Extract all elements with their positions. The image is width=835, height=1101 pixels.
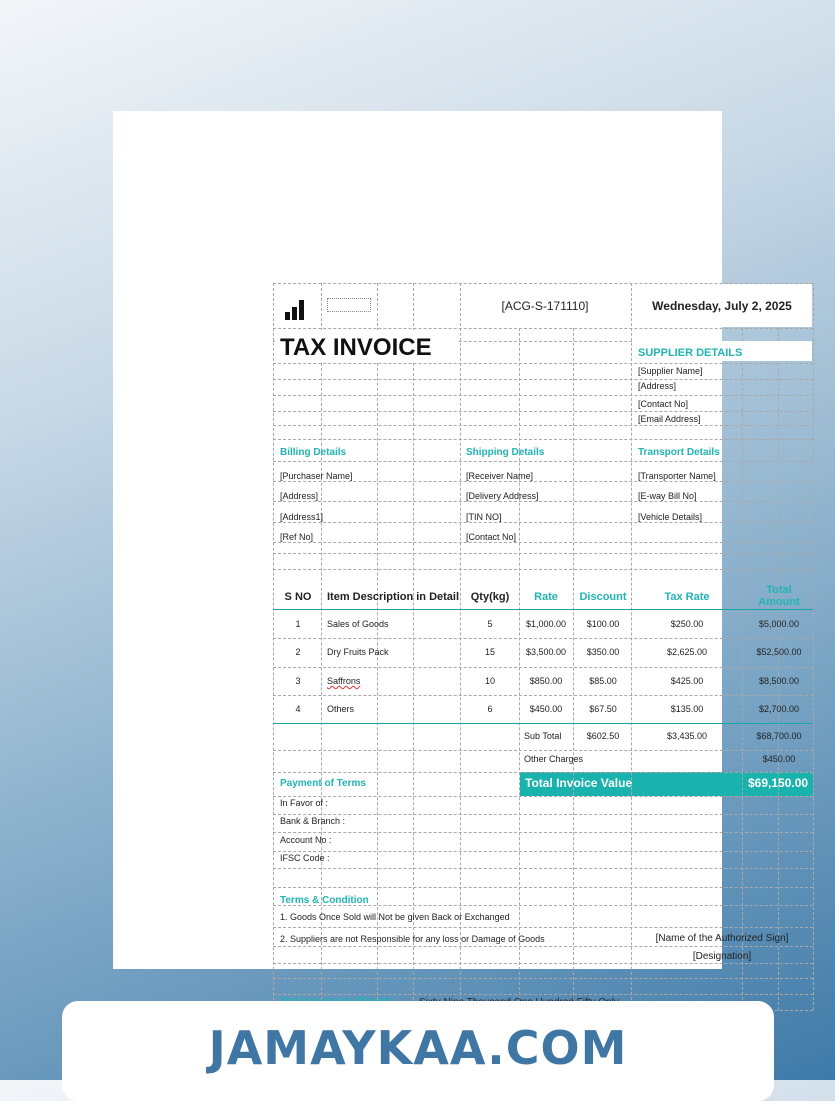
logo-placeholder: [327, 298, 371, 312]
row-tax-rate: $135.00: [670, 704, 704, 714]
transport-name: [Transporter Name]: [638, 471, 716, 481]
col-qty: Qty(kg): [470, 591, 510, 603]
other-charges-label: Other Charges: [524, 754, 584, 764]
col-amount: Amount: [758, 596, 800, 608]
col-description: Item Description in Detail: [327, 591, 460, 603]
invoice-date: Wednesday, July 2, 2025: [652, 299, 792, 313]
row-rate: $450.00: [529, 704, 563, 714]
billing-ref: [Ref No]: [280, 532, 314, 542]
payment-bank: Bank & Branch :: [280, 816, 346, 826]
row-description: Sales of Goods: [327, 619, 389, 629]
rows-rule: [273, 723, 813, 724]
row-qty: 15: [484, 647, 496, 657]
payment-heading: Payment of Terms: [280, 778, 366, 789]
row-description: Others: [327, 704, 355, 714]
row-discount: $350.00: [586, 647, 620, 657]
row-discount: $67.50: [589, 704, 617, 714]
row-amount: $2,700.00: [758, 704, 800, 714]
authorized-sign: [Name of the Authorized Sign]: [655, 933, 789, 944]
supplier-name: [Supplier Name]: [638, 366, 703, 376]
shipping-receiver: [Receiver Name]: [466, 471, 534, 481]
subtotal-label: Sub Total: [524, 731, 562, 741]
row-tax-rate: $425.00: [670, 676, 704, 686]
total-invoice-amount: $69,150.00: [748, 776, 809, 790]
brand-logo-text: JAMAYKAA.COM: [208, 1021, 628, 1075]
supplier-address: [Address]: [638, 381, 677, 391]
payment-account: Account No :: [280, 835, 332, 845]
row-amount: $52,500.00: [756, 647, 802, 657]
row-tax-rate: $250.00: [670, 619, 704, 629]
col-sno: S NO: [284, 591, 312, 603]
row-tax-rate: $2,625.00: [666, 647, 708, 657]
row-qty: 6: [487, 704, 493, 714]
payment-favor: In Favor of :: [280, 798, 329, 808]
supplier-email: [Email Address]: [638, 414, 701, 424]
row-sno: 3: [295, 676, 301, 686]
row-qty: 10: [484, 676, 496, 686]
invoice-form: [273, 283, 813, 1010]
row-discount: $100.00: [586, 619, 620, 629]
row-qty: 5: [487, 619, 493, 629]
invoice-number: [ACG-S-171110]: [501, 299, 589, 313]
page-title: TAX INVOICE: [280, 334, 432, 361]
shipping-contact: [Contact No]: [466, 532, 517, 542]
row-rate: $1,000.00: [525, 619, 567, 629]
row-rate: $850.00: [529, 676, 563, 686]
shipping-address: [Delivery Address]: [466, 491, 539, 501]
terms-line-1: 1. Goods Once Sold will Not be given Back or Exchanged: [280, 912, 510, 922]
header-rule: [273, 609, 813, 610]
row-rate: $3,500.00: [525, 647, 567, 657]
col-discount: Discount: [579, 591, 627, 603]
subtotal-tax: $3,435.00: [666, 731, 708, 741]
supplier-heading: SUPPLIER DETAILS: [638, 347, 743, 359]
invoice-sheet: [113, 111, 809, 969]
designation: [Designation]: [692, 951, 752, 962]
row-sno: 1: [295, 619, 301, 629]
payment-ifsc: IFSC Code :: [280, 853, 330, 863]
col-rate: Rate: [534, 591, 558, 603]
supplier-contact: [Contact No]: [638, 399, 689, 409]
row-sno: 2: [295, 647, 301, 657]
total-invoice-label: Total Invoice Value: [525, 776, 633, 790]
billing-address: [Address]: [280, 491, 319, 501]
subtotal-amount: $68,700.00: [756, 731, 802, 741]
billing-heading: Billing Details: [280, 447, 347, 458]
shipping-heading: Shipping Details: [466, 447, 545, 458]
chart-logo-icon: [285, 300, 305, 320]
terms-line-2: 2. Suppliers are not Responsible for any loss or Damage of Goods: [280, 934, 545, 944]
row-sno: 4: [295, 704, 301, 714]
col-total: Total: [766, 584, 792, 596]
terms-heading: Terms & Condition: [280, 895, 369, 906]
row-discount: $85.00: [589, 676, 617, 686]
billing-name: [Purchaser Name]: [280, 471, 353, 481]
row-description: Dry Fruits Pack: [327, 647, 389, 657]
row-amount: $8,500.00: [758, 676, 800, 686]
footer-banner: [62, 1001, 774, 1101]
transport-eway: [E-way Bill No]: [638, 491, 697, 501]
billing-address1: [Address1]: [280, 512, 324, 522]
row-amount: $5,000.00: [758, 619, 800, 629]
subtotal-discount: $602.50: [586, 731, 620, 741]
other-charges-amount: $450.00: [762, 754, 796, 764]
transport-vehicle: [Vehicle Details]: [638, 512, 703, 522]
col-tax-rate: Tax Rate: [664, 591, 710, 603]
transport-heading: Transport Details: [638, 447, 720, 458]
row-description: Saffrons: [327, 676, 361, 686]
shipping-tin: [TIN NO]: [466, 512, 502, 522]
